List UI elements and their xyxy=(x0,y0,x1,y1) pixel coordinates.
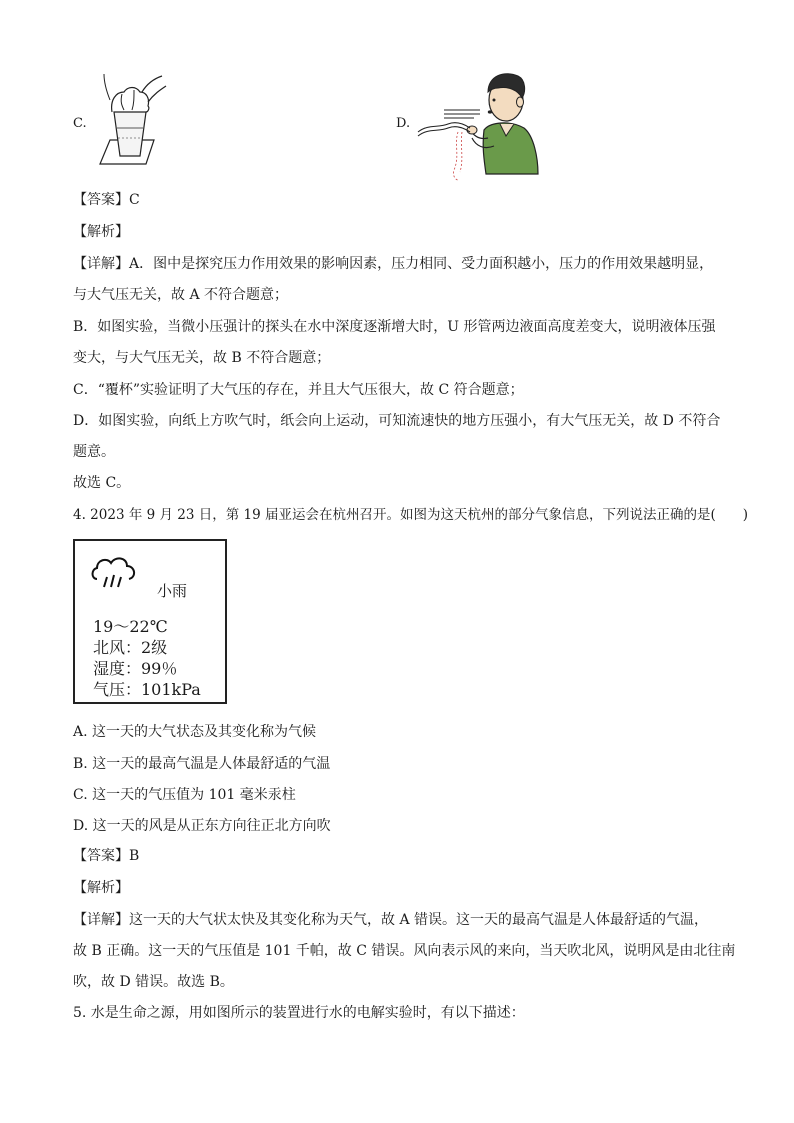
detail-tag: 【详解】 xyxy=(73,912,129,928)
answer-value: C xyxy=(129,192,140,208)
question-4-stem: 4. 2023 年 9 月 23 日，第 19 届亚运会在杭州召开。如图为这天杭州的部分气象信息，下列说法正确的是( ) xyxy=(73,507,749,523)
option-c-label: C. xyxy=(73,116,87,131)
overturned-cup-figure xyxy=(90,72,170,172)
prev-answer-line xyxy=(73,190,140,210)
question-5-stem: 5. 水是生命之源，用如图所示的装置进行水的电解实验时，有以下描述： xyxy=(73,1005,525,1021)
weather-pressure: 气压：101kPa xyxy=(93,680,201,699)
answer-tag: 【答案】 xyxy=(73,848,129,864)
question-4-option-a: A. 这一天的大气状态及其变化称为气候 xyxy=(73,724,317,740)
weather-humidity: 湿度：99％ xyxy=(93,659,178,678)
option-d-label: D. xyxy=(396,116,411,131)
explanation-line-5: C．“覆杯”实验证明了大气压的存在，并且大气压很大，故 C 符合题意； xyxy=(73,382,524,398)
explanation-line-2: 与大气压无关，故 A 不符合题意； xyxy=(73,287,289,303)
detail-tag: 【详解】 xyxy=(73,256,129,272)
explanation-line-6: D．如图实验，向纸上方吹气时，纸会向上运动，可知流速快的地方压强小，有大气压无关，故 D 不符合 xyxy=(73,413,721,429)
q4-explanation-line-2: 故 B 正确。这一天的气压值是 101 千帕，故 C 错误。风向表示风的来向，当天吹北风，说明风是由北往南 xyxy=(73,943,736,959)
weather-info-box xyxy=(73,539,227,704)
boy-blowing-paper-figure xyxy=(414,66,544,182)
weather-condition: 小雨 xyxy=(157,582,188,600)
question-4-option-d: D. 这一天的风是从正东方向往正北方向吹 xyxy=(73,818,331,834)
q4-analysis-tag: 【解析】 xyxy=(73,880,129,896)
explanation-line-8: 故选 C。 xyxy=(73,475,131,491)
answer-tag: 【答案】 xyxy=(73,192,129,208)
q4-explanation-line-3: 吹，故 D 错误。故选 B。 xyxy=(73,974,234,990)
explanation-line-3: B．如图实验，当微小压强计的探头在水中深度逐渐增大时，U 形管两边液面高度差变大，说明液体压强 xyxy=(73,319,716,335)
weather-wind: 北风：2级 xyxy=(93,638,168,657)
analysis-tag: 【解析】 xyxy=(73,224,129,240)
weather-temperature: 19～22℃ xyxy=(93,617,168,636)
answer-value: B xyxy=(129,848,140,864)
question-4-option-c: C. 这一天的气压值为 101 毫米汞柱 xyxy=(73,787,296,803)
explanation-line-7: 题意。 xyxy=(73,444,115,460)
rain-cloud-icon xyxy=(89,553,139,597)
q4-answer-line xyxy=(73,846,139,866)
q4-explanation-line-1: 【详解】这一天的大气状太快及其变化称为天气，故 A 错误。这一天的最高气温是人体最舒适的气温， xyxy=(73,912,709,928)
explanation-line-1: 【详解】A．图中是探究压力作用效果的影响因素，压力相同、受力面积越小，压力的作用效果越明显， xyxy=(73,256,714,272)
explanation-line-4: 变大，与大气压无关，故 B 不符合题意； xyxy=(73,350,331,366)
question-4-option-b: B. 这一天的最高气温是人体最舒适的气温 xyxy=(73,756,331,772)
